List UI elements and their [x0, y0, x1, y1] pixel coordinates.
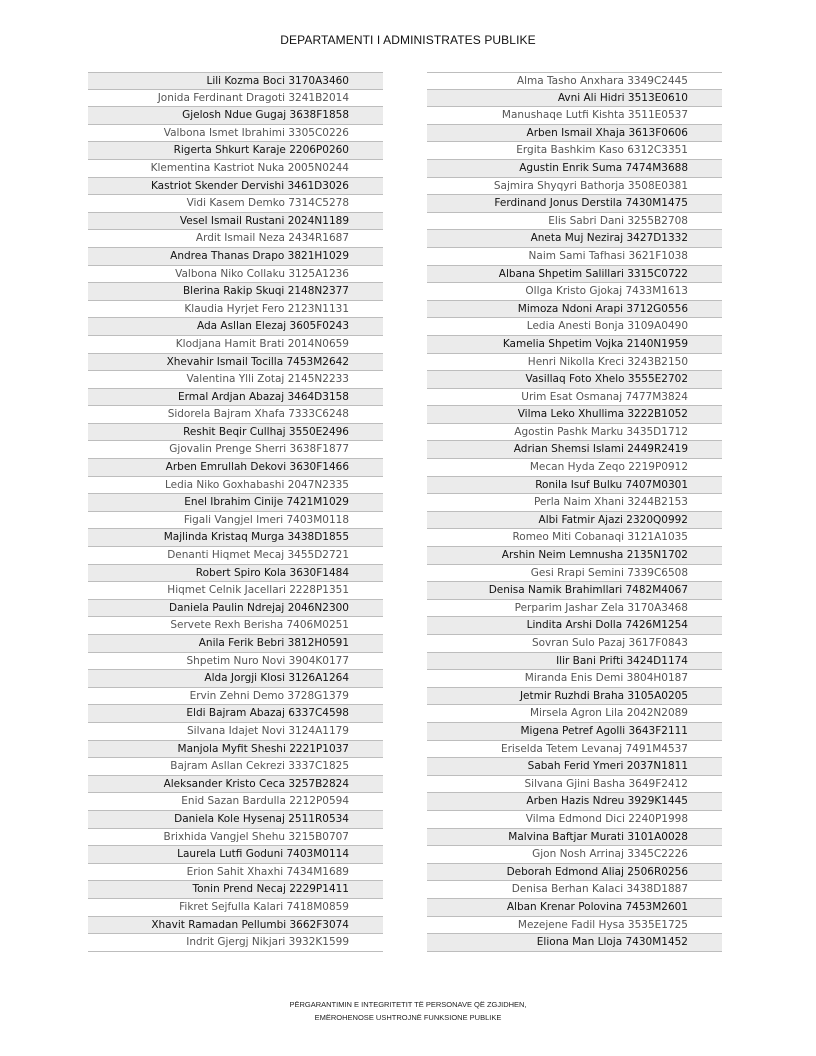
list-item: Bajram Asllan Cekrezi 3337C1825 [88, 758, 383, 776]
list-item: Albi Fatmir Ajazi 2320Q0992 [427, 512, 722, 530]
list-item: Vidi Kasem Demko 7314C5278 [88, 195, 383, 213]
list-item: Ada Asllan Elezaj 3605F0243 [88, 318, 383, 336]
list-item: Lili Kozma Boci 3170A3460 [88, 72, 383, 90]
list-item: Alban Krenar Polovina 7453M2601 [427, 899, 722, 917]
list-item: Enel Ibrahim Cinije 7421M1029 [88, 494, 383, 512]
list-item: Gjovalin Prenge Sherri 3638F1877 [88, 441, 383, 459]
list-item: Vesel Ismail Rustani 2024N1189 [88, 213, 383, 231]
list-item: Ledia Anesti Bonja 3109A0490 [427, 318, 722, 336]
list-item: Avni Ali Hidri 3513E0610 [427, 90, 722, 108]
list-item: Jetmir Ruzhdi Braha 3105A0205 [427, 688, 722, 706]
list-item: Denisa Namik Brahimllari 7482M4067 [427, 582, 722, 600]
list-item: Blerina Rakip Skuqi 2148N2377 [88, 283, 383, 301]
list-item: Arben Hazis Ndreu 3929K1445 [427, 793, 722, 811]
list-item: Arben Emrullah Dekovi 3630F1466 [88, 459, 383, 477]
list-item: Erion Sahit Xhaxhi 7434M1689 [88, 864, 383, 882]
list-item: Klaudia Hyrjet Fero 2123N1131 [88, 301, 383, 319]
footer-line-1: PËRGARANTIMIN E INTEGRITETIT TË PERSONAVE QË ZGJIDHEN, [289, 1000, 527, 1009]
list-item: Vilma Leko Xhullima 3222B1052 [427, 406, 722, 424]
list-item: Ronila Isuf Bulku 7407M0301 [427, 477, 722, 495]
list-item: Ardit Ismail Neza 2434R1687 [88, 230, 383, 248]
list-item: Servete Rexh Berisha 7406M0251 [88, 617, 383, 635]
list-item: Brixhida Vangjel Shehu 3215B0707 [88, 829, 383, 847]
list-item: Kastriot Skender Dervishi 3461D3026 [88, 178, 383, 196]
list-item: Sidorela Bajram Xhafa 7333C6248 [88, 406, 383, 424]
list-item: Agustin Enrik Suma 7474M3688 [427, 160, 722, 178]
list-item: Shpetim Nuro Novi 3904K0177 [88, 653, 383, 671]
list-item: Xhevahir Ismail Tocilla 7453M2642 [88, 354, 383, 372]
list-item: Alma Tasho Anxhara 3349C2445 [427, 72, 722, 90]
list-item: Ledia Niko Goxhabashi 2047N2335 [88, 477, 383, 495]
list-item: Valbona Niko Collaku 3125A1236 [88, 266, 383, 284]
list-item: Daniela Paulin Ndrejaj 2046N2300 [88, 600, 383, 618]
list-item: Tonin Prend Necaj 2229P1411 [88, 881, 383, 899]
list-item: Gesi Rrapi Semini 7339C6508 [427, 565, 722, 583]
list-item: Ollga Kristo Gjokaj 7433M1613 [427, 283, 722, 301]
list-item: Enid Sazan Bardulla 2212P0594 [88, 793, 383, 811]
list-item: Migena Petref Agolli 3643F2111 [427, 723, 722, 741]
list-item: Denanti Hiqmet Mecaj 3455D2721 [88, 547, 383, 565]
list-item: Romeo Miti Cobanaqi 3121A1035 [427, 529, 722, 547]
list-item: Gjelosh Ndue Gugaj 3638F1858 [88, 107, 383, 125]
list-item: Aneta Muj Neziraj 3427D1332 [427, 230, 722, 248]
list-item: Mimoza Ndoni Arapi 3712G0556 [427, 301, 722, 319]
list-item: Sovran Sulo Pazaj 3617F0843 [427, 635, 722, 653]
list-item: Eriselda Tetem Levanaj 7491M4537 [427, 741, 722, 759]
list-item: Manjola Myfit Sheshi 2221P1037 [88, 741, 383, 759]
list-item: Perparim Jashar Zela 3170A3468 [427, 600, 722, 618]
list-item: Manushaqe Lutfi Kishta 3511E0537 [427, 107, 722, 125]
list-item: Ferdinand Jonus Derstila 7430M1475 [427, 195, 722, 213]
list-item: Silvana Idajet Novi 3124A1179 [88, 723, 383, 741]
list-item: Rigerta Shkurt Karaje 2206P0260 [88, 142, 383, 160]
list-item: Sajmira Shyqyri Bathorja 3508E0381 [427, 178, 722, 196]
page-footer [0, 998, 816, 1024]
list-item: Valbona Ismet Ibrahimi 3305C0226 [88, 125, 383, 143]
list-item: Jonida Ferdinant Dragoti 3241B2014 [88, 90, 383, 108]
list-item: Miranda Enis Demi 3804H0187 [427, 670, 722, 688]
list-item: Ermal Ardjan Abazaj 3464D3158 [88, 389, 383, 407]
list-item: Kamelia Shpetim Vojka 2140N1959 [427, 336, 722, 354]
list-item: Mezejene Fadil Hysa 3535E1725 [427, 917, 722, 935]
list-item: Naim Sami Tafhasi 3621F1038 [427, 248, 722, 266]
list-item: Eldi Bajram Abazaj 6337C4598 [88, 705, 383, 723]
list-item: Anila Ferik Bebri 3812H0591 [88, 635, 383, 653]
list-item: Ergita Bashkim Kaso 6312C3351 [427, 142, 722, 160]
list-item: Robert Spiro Kola 3630F1484 [88, 565, 383, 583]
list-item: Malvina Baftjar Murati 3101A0028 [427, 829, 722, 847]
list-item: Ilir Bani Prifti 3424D1174 [427, 653, 722, 671]
list-item: Gjon Nosh Arrinaj 3345C2226 [427, 846, 722, 864]
list-item: Deborah Edmond Aliaj 2506R0256 [427, 864, 722, 882]
list-item: Denisa Berhan Kalaci 3438D1887 [427, 881, 722, 899]
list-item: Alda Jorgji Klosi 3126A1264 [88, 670, 383, 688]
page-title: DEPARTAMENTI I ADMINISTRATES PUBLIKE [280, 33, 536, 47]
list-item: Vasillaq Foto Xhelo 3555E2702 [427, 371, 722, 389]
list-item: Klodjana Hamit Brati 2014N0659 [88, 336, 383, 354]
list-item: Perla Naim Xhani 3244B2153 [427, 494, 722, 512]
list-item: Agostin Pashk Marku 3435D1712 [427, 424, 722, 442]
list-item: Daniela Kole Hysenaj 2511R0534 [88, 811, 383, 829]
list-item: Arben Ismail Xhaja 3613F0606 [427, 125, 722, 143]
list-item: Eliona Man Lloja 7430M1452 [427, 934, 722, 952]
list-item: Xhavit Ramadan Pellumbi 3662F3074 [88, 917, 383, 935]
right-name-column [427, 72, 722, 952]
list-item: Arshin Neim Lemnusha 2135N1702 [427, 547, 722, 565]
list-item: Lindita Arshi Dolla 7426M1254 [427, 617, 722, 635]
list-item: Elis Sabri Dani 3255B2708 [427, 213, 722, 231]
list-item: Mecan Hyda Zeqo 2219P0912 [427, 459, 722, 477]
list-item: Ervin Zehni Demo 3728G1379 [88, 688, 383, 706]
list-item: Klementina Kastriot Nuka 2005N0244 [88, 160, 383, 178]
footer-line-2: EMËROHENOSE USHTROJNË FUNKSIONE PUBLIKE [314, 1013, 502, 1022]
list-item: Andrea Thanas Drapo 3821H1029 [88, 248, 383, 266]
list-item: Adrian Shemsi Islami 2449R2419 [427, 441, 722, 459]
list-item: Vilma Edmond Dici 2240P1998 [427, 811, 722, 829]
list-item: Laurela Lutfi Goduni 7403M0114 [88, 846, 383, 864]
list-item: Henri Nikolla Kreci 3243B2150 [427, 354, 722, 372]
list-item: Albana Shpetim Salillari 3315C0722 [427, 266, 722, 284]
list-item: Silvana Gjini Basha 3649F2412 [427, 776, 722, 794]
list-item: Urim Esat Osmanaj 7477M3824 [427, 389, 722, 407]
left-name-column [88, 72, 383, 952]
list-item: Reshit Beqir Cullhaj 3550E2496 [88, 424, 383, 442]
list-item: Majlinda Kristaq Murga 3438D1855 [88, 529, 383, 547]
list-item: Aleksander Kristo Ceca 3257B2824 [88, 776, 383, 794]
list-item: Hiqmet Celnik Jacellari 2228P1351 [88, 582, 383, 600]
list-item: Sabah Ferid Ymeri 2037N1811 [427, 758, 722, 776]
list-item: Fikret Sejfulla Kalari 7418M0859 [88, 899, 383, 917]
list-item: Figali Vangjel Imeri 7403M0118 [88, 512, 383, 530]
list-item: Mirsela Agron Lila 2042N2089 [427, 705, 722, 723]
list-item: Indrit Gjergj Nikjari 3932K1599 [88, 934, 383, 952]
list-item: Valentina Ylli Zotaj 2145N2233 [88, 371, 383, 389]
